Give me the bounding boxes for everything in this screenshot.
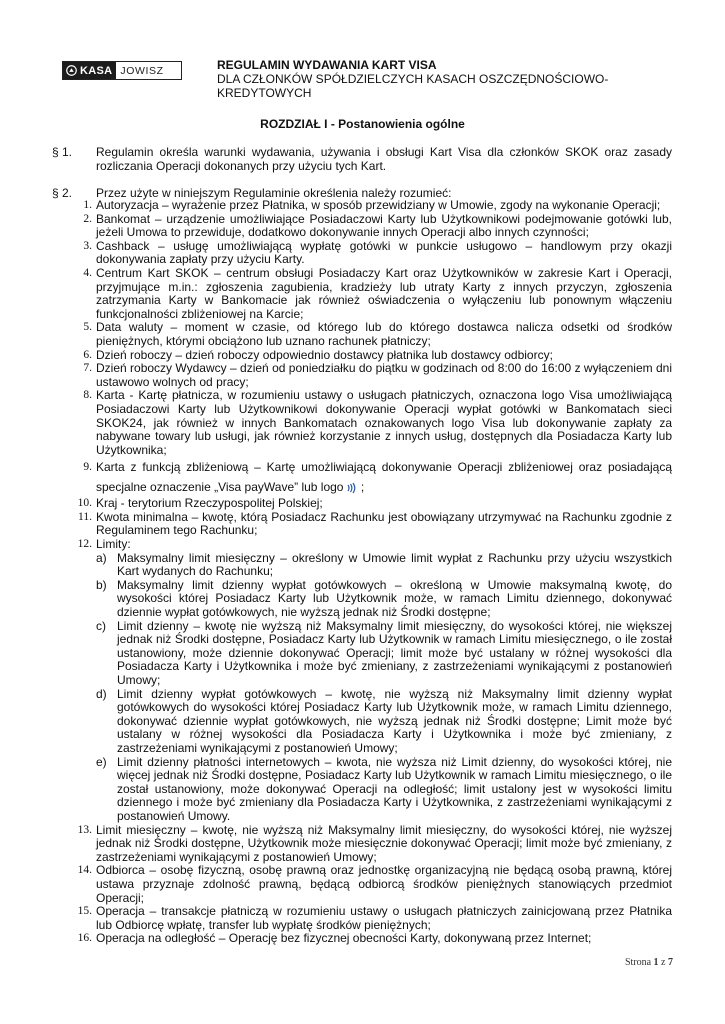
definitions-list — [0, 199, 725, 946]
list-item: 4. Centrum Kart SKOK – centrum obsługi Posiadaczy Kart oraz Użytkowników w zakresie Kart i Operacji, przyjmujące m.in.: zgłoszenia zagubienia, kradzieży lub utraty Karty z innych przyczyn, zgłoszenia zatrzymania Karty w Bankomacie jak również oświadczenia o wyłączeniu lub ponownym włączeniu funkcjonalności zbliżeniowej na Karcie; — [83, 265, 672, 321]
page-total: 7 — [668, 957, 673, 968]
logo-name-text: JOWISZ — [120, 64, 164, 77]
list-item: 13. Limit miesięczny – kwotę, nie wyższą niż Maksymalny limit miesięczny, do wysokości której, nie wyższej jednak niż Środki dostępne, Użytkownik może miesięcznie dokonywać Operacji; limit może być zmieniany, z zastrzeżeniami wynikającymi z postanowień Umowy; — [77, 822, 672, 864]
limit-item: e) Limit dzienny płatności internetowych – kwota, nie wyższa niż Limit dzienny, do wysokości której, nie więcej jednak niż Środki dostępne, Posiadacz Karty lub Użytkownik w ramach Limitu miesięcznego, o ile został ustanowiony, może dokonywać Operacji na odległość; limit ustalony jest w wysokości limitu dziennego i może być zmieniany dla Posiadacza Karty i Użytkownika, z zastrzeżeniami wynikającymi z postanowień Umowy. — [96, 754, 672, 823]
limit-item: d) Limit dzienny wypłat gotówkowych – kwotę, nie wyższą niż Maksymalny limit dzienny wypłat gotówkowych do wysokości której Posiadacz Karty lub Użytkownik może, w ramach Limitu dziennego, dokonywać dziennie wypłat gotówkowych, nie wyższą jednak niż Środki dostępne; Limit może być ustalany w różnej wysokości dla Posiadacza Karty i Użytkownika i może być zmieniany, z zastrzeżeniami wynikającymi z postanowień Umowy; — [96, 686, 672, 755]
page-label: Strona — [624, 957, 652, 968]
list-item: 8. Karta - Kartę płatnicza, w rozumieniu ustawy o usługach płatniczych, oznaczona logo Visa umożliwiającą Posiadaczowi Karty lub Użytkownikowi dokonywanie Operacji wypłat gotówki w Bankomatach sieci SKOK24, jak również w innych Bankomatach oznakowanych logo Visa lub dokonywanie zapłaty za nabywane towary lub usługi, jak również korzystanie z innych usług, dostępnych dla Posiadacza Karty lub Użytkownika; — [83, 388, 672, 457]
kasa-jowisz-logo — [62, 61, 182, 80]
section-number: § 2. — [52, 186, 73, 200]
limit-item: c) Limit dzienny – kwotę nie wyższą niż Maksymalny limit miesięczny, do wysokości której, nie większej jednak niż Środki dostępne, Posiadacz Karty lub Użytkownik w ramach Limitu miesięcznego, o ile został ustanowiony, może dziennie dokonywać Operacji; limit może być ustalany w różnej wysokości dla Posiadacza Karty i Użytkownika i może być zmieniany, z zastrzeżeniami wynikającymi z postanowień Umowy; — [96, 618, 672, 687]
chapter-heading: ROZDZIAŁ I - Postanowienia ogólne — [260, 117, 465, 131]
section-1 — [0, 145, 725, 173]
contactless-payment-icon — [345, 482, 357, 494]
document-title: REGULAMIN WYDAWANIA KART VISA — [217, 58, 437, 72]
section-text: Regulamin określa warunki wydawania, używania i obsługi Kart Visa dla członków SKOK oraz zasady rozliczania Operacji dokonanych przy użyciu tych Kart. — [96, 145, 672, 173]
list-item: 3. Cashback – usługę umożliwiającą wypłatę gotówki w punkcie usługowo – handlowym przy okazji dokonywania zapłaty przy użyciu Karty. — [83, 238, 672, 267]
kasa-emblem-icon — [66, 65, 77, 76]
list-item: 11. Kwota minimalna – kwotę, którą Posiadacz Rachunku jest obowiązany utrzymywać na Rachunku zgodnie z Regulaminem tego Rachunku; — [78, 509, 672, 538]
list-item: 1. Autoryzacja – wyrażenie przez Płatnika, w sposób przewidziany w Umowie, zgody na wykonanie Operacji; — [83, 198, 661, 212]
list-item: 5. Data waluty – moment w czasie, od którego lub do którego dostawca nalicza odsetki od środków pieniężnych, którymi obciążono lub uznano rachunek płatniczy; — [83, 320, 672, 348]
list-item: 16. Operacja na odległość – Operację bez fizycznej obecności Karty, dokonywaną przez Internet; — [77, 931, 592, 946]
page-of: z — [661, 957, 666, 968]
limit-item: b) Maksymalny limit dzienny wypłat gotówkowych – określoną w Umowie maksymalną kwotę, do wysokości której Posiadacz Karty lub Użytkownik może, w ramach Limitu dziennego, dokonywać dziennie wypłat gotówkowych, nie wyższą jednak niż Środki dostępne; — [96, 577, 672, 620]
list-item: 14. Odbiorca – osobę fizyczną, osobę prawną oraz jednostkę organizacyjną nie będącą osobą prawną, której ustawa przyznaje zdolność prawną, będącą odbiorcą środków pieniężnych stanowiących przedmiot Operacji; — [77, 863, 672, 905]
list-item: 12. Limity: — [77, 537, 131, 552]
list-item: 10. Kraj - terytorium Rzeczypospolitej Polskiej; — [77, 496, 323, 511]
list-item: 7. Dzień roboczy Wydawcy – dzień od poniedziałku do piątku w godzinach od 8:00 do 16:00 z wyłączeniem dni ustawowo wolnych od pracy; — [83, 361, 672, 389]
list-item: 6. Dzień roboczy – dzień roboczy odpowiednio dostawcy płatnika lub dostawcy odbiorcy; — [83, 347, 553, 362]
section-number: § 1. — [52, 145, 73, 159]
logo-brand-block — [63, 62, 116, 79]
list-item: 15. Operacja – transakcje płatniczą w rozumieniu ustawy o usługach płatniczych zainicjowaną przez Płatnika lub Odbiorcę wpłatę, transfer lub wypłatę środków pieniężnych; — [77, 904, 672, 932]
document-subtitle: DLA CZŁONKÓW SPÓŁDZIELCZYCH KASACH OSZCZĘDNOŚCIOWO-KREDYTOWYCH — [217, 72, 609, 100]
logo-brand-text: KASA — [80, 64, 113, 77]
section-text: Przez użyte w niniejszym Regulaminie określenia należy rozumieć: — [96, 186, 452, 200]
document-header — [217, 58, 657, 100]
page-footer — [625, 957, 673, 968]
list-item: 2. Bankomat – urządzenie umożliwiające Posiadaczowi Karty lub Użytkownikowi podejmowanie gotówki lub, jeżeli Umowa to przewiduje, dodatkowo dokonywanie innych Operacji albo innych czynności; — [83, 211, 672, 240]
limit-item: a) Maksymalny limit miesięczny – określony w Umowie limit wypłat z Rachunku przy użyciu wszystkich Kart wydanych do Rachunku; — [96, 550, 672, 579]
list-item: 9. Karta z funkcją zbliżeniową – Kartę umożliwiającą dokonywanie Operacji zbliżeniowej oraz posiadającą specjalne oznaczenie „Visa payWave” lub logo ; — [83, 460, 672, 495]
page-number: 1 — [653, 957, 659, 968]
